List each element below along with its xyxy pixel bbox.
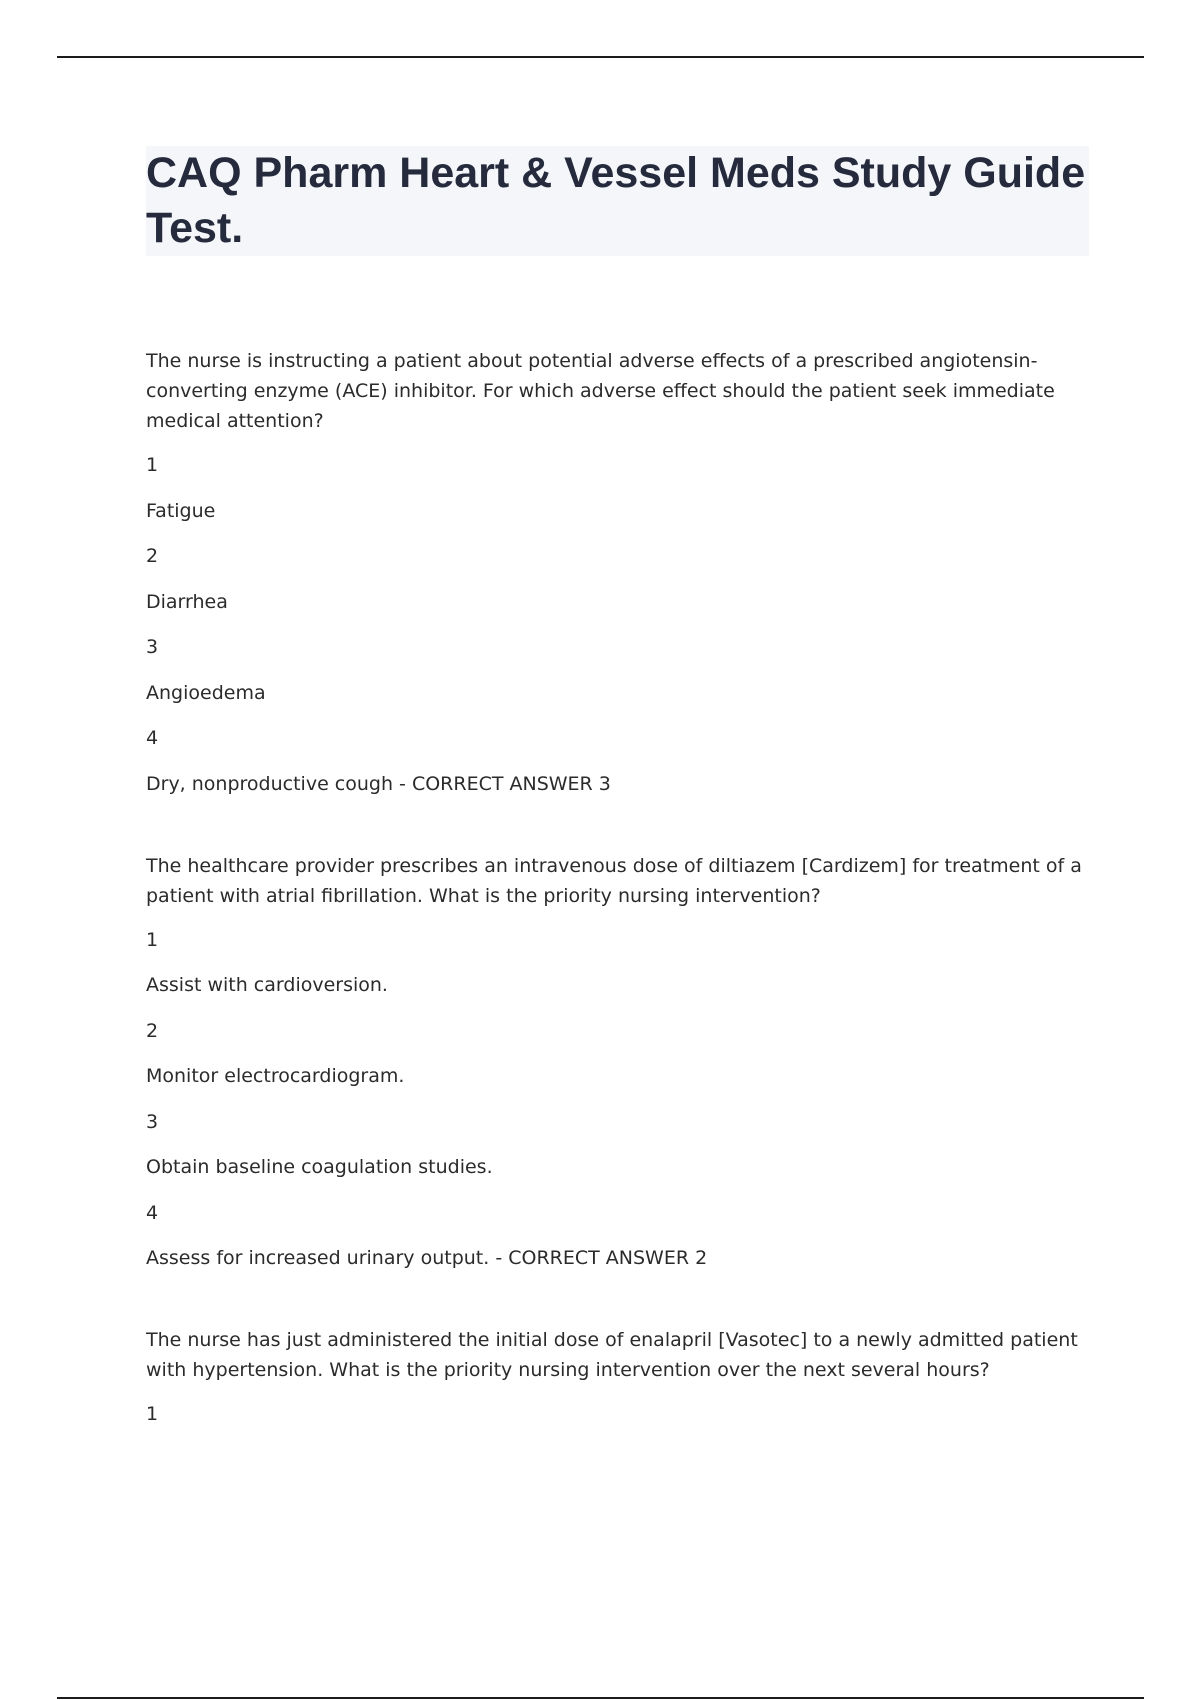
option-text: Monitor electrocardiogram. [146, 1065, 405, 1087]
question-block [146, 346, 1096, 797]
question-text: The nurse is instructing a patient about potential adverse effects of a prescribed angiotensin-converting enzyme (ACE) inhibitor. For which adverse effect should the patient seek immediate medical attention? [146, 350, 1055, 432]
title-banner [146, 146, 1089, 256]
option-text: Diarrhea [146, 591, 228, 613]
question-block [146, 1325, 1096, 1427]
option-number: 2 [146, 545, 159, 567]
option-number: 4 [146, 1202, 159, 1224]
header-rule [57, 56, 1144, 58]
option-number: 1 [146, 1403, 159, 1425]
option-number: 4 [146, 727, 159, 749]
option-number: 1 [146, 929, 159, 951]
option-text: Obtain baseline coagulation studies. [146, 1156, 493, 1178]
option-text-with-answer: Dry, nonproductive cough - CORRECT ANSWER 3 [146, 773, 611, 795]
question-text: The healthcare provider prescribes an intravenous dose of diltiazem [Cardizem] for treatment of a patient with atrial fibrillation. What is the priority nursing intervention? [146, 855, 1082, 907]
document-body [146, 346, 1096, 1427]
option-text-with-answer: Assess for increased urinary output. - CORRECT ANSWER 2 [146, 1247, 708, 1269]
footer-rule [57, 1697, 1144, 1699]
option-number: 1 [146, 454, 159, 476]
option-number: 3 [146, 1111, 159, 1133]
option-number: 3 [146, 636, 159, 658]
option-text: Fatigue [146, 500, 216, 522]
option-text: Angioedema [146, 682, 266, 704]
document-title: CAQ Pharm Heart & Vessel Meds Study Guide Test. [146, 149, 1086, 252]
question-block [146, 851, 1096, 1271]
option-text: Assist with cardioversion. [146, 974, 388, 996]
option-number: 2 [146, 1020, 159, 1042]
question-text: The nurse has just administered the initial dose of enalapril [Vasotec] to a newly admitted patient with hypertension. What is the priority nursing intervention over the next several hours? [146, 1329, 1078, 1381]
